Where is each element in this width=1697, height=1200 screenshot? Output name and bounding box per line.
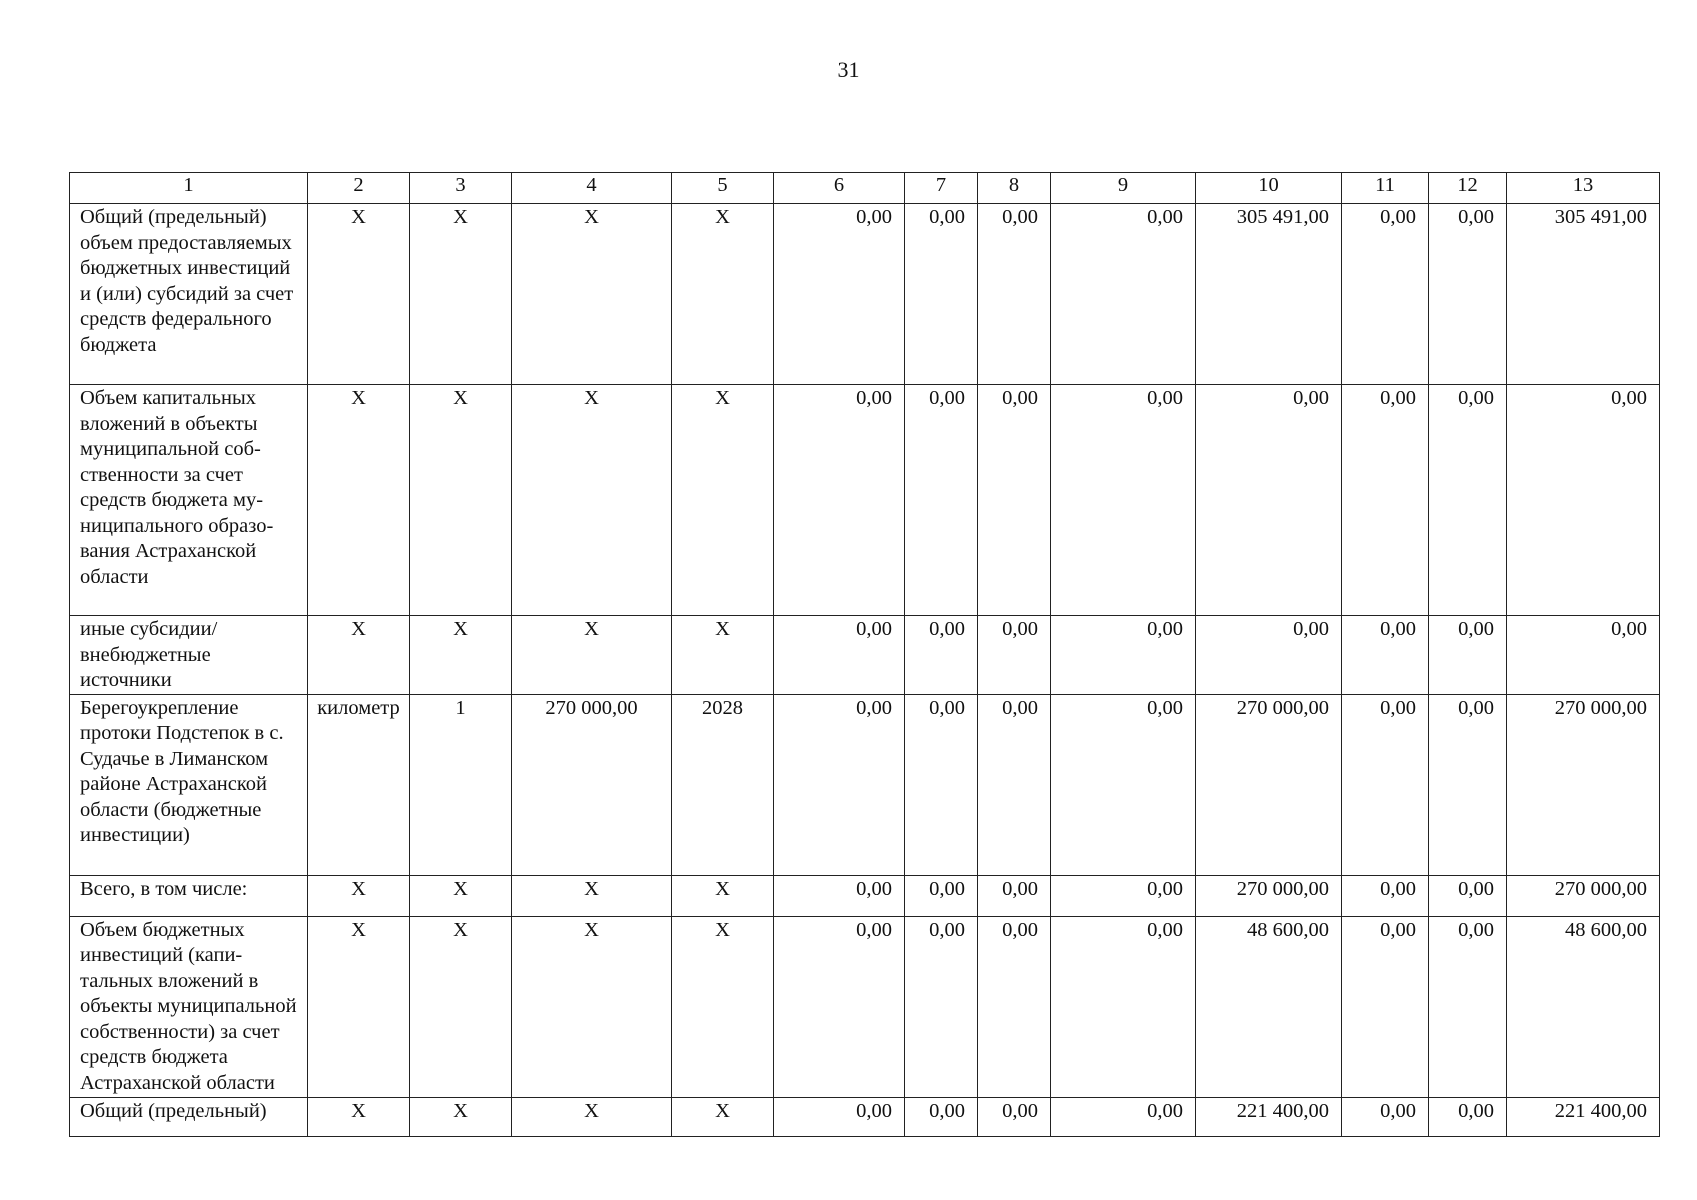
table-cell: 270 000,00 [512, 694, 672, 875]
table-cell: 0,00 [1429, 1097, 1507, 1136]
table-cell: 0,00 [1051, 204, 1196, 385]
table-cell: X [308, 916, 410, 1097]
row-label-cell: Объем бюджетных инвестиций (капитальных вложений в объекты муниципальной собственности) за счет средств бюджета Астраханской области [70, 916, 308, 1097]
table-cell: 0,00 [1342, 1097, 1429, 1136]
table-cell: 0,00 [1342, 385, 1429, 616]
table-row [70, 916, 1660, 1097]
table-cell: X [308, 616, 410, 695]
column-header: 5 [672, 173, 774, 204]
table-cell: 0,00 [978, 1097, 1051, 1136]
table-cell: 0,00 [978, 616, 1051, 695]
table-cell: X [308, 204, 410, 385]
table-cell: X [410, 385, 512, 616]
table-row [70, 385, 1660, 616]
table-cell: 305 491,00 [1507, 204, 1660, 385]
table-cell: 0,00 [1051, 694, 1196, 875]
column-header: 2 [308, 173, 410, 204]
table-row [70, 616, 1660, 695]
table-cell: 0,00 [905, 916, 978, 1097]
row-label-cell: Общий (предельный) объем предоставляемых бюджетных инвестиций и (или) субсидий за счет средств федерального бюджета [70, 204, 308, 385]
table-cell: 0,00 [905, 875, 978, 916]
table-cell: X [410, 1097, 512, 1136]
table-cell: 0,00 [1342, 694, 1429, 875]
table-cell: 48 600,00 [1507, 916, 1660, 1097]
column-header: 6 [774, 173, 905, 204]
column-header: 1 [70, 173, 308, 204]
table-cell: 0,00 [978, 916, 1051, 1097]
column-header: 4 [512, 173, 672, 204]
table-cell: 0,00 [1429, 694, 1507, 875]
table-cell: 221 400,00 [1196, 1097, 1342, 1136]
table-cell: 0,00 [1342, 916, 1429, 1097]
column-header: 9 [1051, 173, 1196, 204]
table-cell: 0,00 [1429, 616, 1507, 695]
table-cell: 2028 [672, 694, 774, 875]
budget-table [69, 172, 1660, 1137]
page-number: 31 [837, 57, 860, 82]
table-cell: X [672, 616, 774, 695]
table-cell: X [308, 875, 410, 916]
table-cell: 0,00 [978, 204, 1051, 385]
column-header: 11 [1342, 173, 1429, 204]
row-label-cell: Всего, в том числе: [70, 875, 308, 916]
table-row [70, 694, 1660, 875]
row-label-cell: Объем капитальных вложений в объекты муниципальной собственности за счет средств бюджета муниципального образования Астраханской области [70, 385, 308, 616]
table-cell: X [410, 204, 512, 385]
table-row [70, 875, 1660, 916]
table-cell: 0,00 [1196, 616, 1342, 695]
table-cell: 270 000,00 [1196, 875, 1342, 916]
table-cell: 0,00 [1051, 916, 1196, 1097]
table-cell: 0,00 [1429, 204, 1507, 385]
row-label-cell: иные субсидии/внебюджетные источники [70, 616, 308, 695]
table-cell: 0,00 [905, 694, 978, 875]
column-header: 13 [1507, 173, 1660, 204]
table-cell: X [672, 204, 774, 385]
table-cell: 1 [410, 694, 512, 875]
table-cell: 221 400,00 [1507, 1097, 1660, 1136]
table-cell: 0,00 [774, 385, 905, 616]
table-cell: 48 600,00 [1196, 916, 1342, 1097]
table-cell: 270 000,00 [1196, 694, 1342, 875]
table-cell: 305 491,00 [1196, 204, 1342, 385]
table-cell: X [512, 204, 672, 385]
table-cell: X [410, 616, 512, 695]
table-cell: 0,00 [1051, 385, 1196, 616]
table-cell: 0,00 [1051, 616, 1196, 695]
row-label-cell: Берегоукрепление протоки Подстепок в с. Судачье в Лиманском районе Астраханской области (бюджетные инвестиции) [70, 694, 308, 875]
column-header: 3 [410, 173, 512, 204]
column-header: 12 [1429, 173, 1507, 204]
table-cell: 0,00 [1342, 616, 1429, 695]
table-cell: X [308, 385, 410, 616]
table-cell: 0,00 [978, 385, 1051, 616]
table-cell: X [512, 1097, 672, 1136]
table-cell: 0,00 [774, 916, 905, 1097]
table-cell: 0,00 [1429, 385, 1507, 616]
table-cell: 0,00 [774, 204, 905, 385]
table-cell: X [410, 875, 512, 916]
table-cell: 0,00 [1196, 385, 1342, 616]
table-cell: X [512, 916, 672, 1097]
table-cell: X [672, 385, 774, 616]
table-cell: X [672, 916, 774, 1097]
table-cell: 0,00 [1429, 916, 1507, 1097]
column-header: 10 [1196, 173, 1342, 204]
table-cell: X [512, 875, 672, 916]
table-cell: 0,00 [905, 204, 978, 385]
table-cell: 0,00 [774, 875, 905, 916]
table-row [70, 204, 1660, 385]
table-cell: 270 000,00 [1507, 875, 1660, 916]
table-cell: 0,00 [1429, 875, 1507, 916]
table-cell: X [512, 616, 672, 695]
table-cell: 0,00 [905, 1097, 978, 1136]
table-cell: 0,00 [905, 616, 978, 695]
table-row [70, 1097, 1660, 1136]
table-cell: 0,00 [774, 616, 905, 695]
table-cell: 0,00 [774, 694, 905, 875]
table-cell: X [672, 1097, 774, 1136]
table-cell: 0,00 [978, 875, 1051, 916]
table-cell: 0,00 [1342, 204, 1429, 385]
table-cell: X [410, 916, 512, 1097]
table-header-row [70, 173, 1660, 204]
table-cell: 0,00 [1051, 1097, 1196, 1136]
table-cell: 0,00 [1507, 385, 1660, 616]
table-cell: 0,00 [774, 1097, 905, 1136]
table-cell: 0,00 [1507, 616, 1660, 695]
table-cell: X [308, 1097, 410, 1136]
column-header: 7 [905, 173, 978, 204]
row-label-cell: Общий (предельный) [70, 1097, 308, 1136]
table-cell: километр [308, 694, 410, 875]
column-header: 8 [978, 173, 1051, 204]
table-cell: X [512, 385, 672, 616]
table-cell: 0,00 [978, 694, 1051, 875]
table-cell: 0,00 [1051, 875, 1196, 916]
table-cell: 270 000,00 [1507, 694, 1660, 875]
table-cell: 0,00 [1342, 875, 1429, 916]
table-cell: 0,00 [905, 385, 978, 616]
table-cell: X [672, 875, 774, 916]
